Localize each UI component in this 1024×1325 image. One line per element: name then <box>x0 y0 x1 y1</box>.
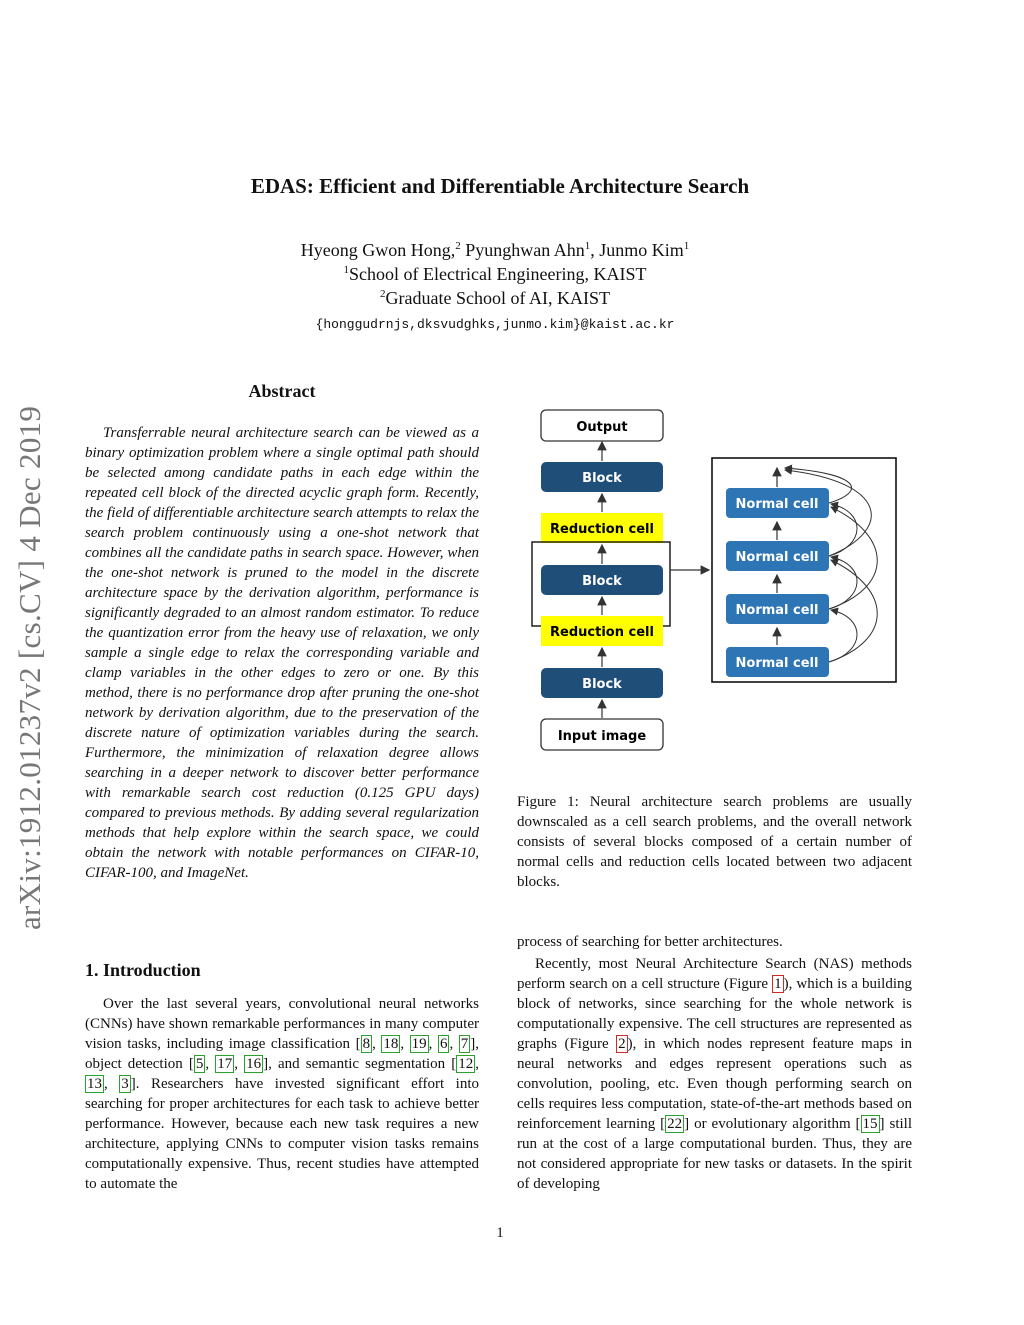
normal-cell-label: Normal cell <box>735 603 819 618</box>
normal-cell-label: Normal cell <box>735 656 819 671</box>
figure-1-diagram <box>515 400 915 760</box>
citation-link[interactable]: 12 <box>458 1056 474 1072</box>
affiliation-1: $^1$School of Electrical Engineering, KAIST <box>343 264 647 284</box>
normal-cell-label: Normal cell <box>735 550 819 565</box>
intro-paragraph-2: Recently, most Neural Architecture Search (NAS) methods perform search on a cell structure (Figure 1 ), which is a building block of networks, since searching for the whole network is computationally expensive. The cell structures are represented as graphs (Figure 2 ), in which nodes represent feature maps in neural networks and edges represent operations such as convolution, pooling, etc. Even though performing search on cells requires less computation, state-of-the-art methods based on reinforcement learning [ 22 ] or evolutionary algorithm [ 15 ] still run at the cost of a large computational burden. Thus, they are not considered appropriate for new tasks or datasets. In the spirit of developing <box>517 956 912 1192</box>
figure-link[interactable]: 2 <box>618 1036 626 1052</box>
normal-cell-label: Normal cell <box>735 497 819 512</box>
abstract-text: Transferrable neural architecture search can be viewed as a binary optimization problem where a single optimal path should be selected among candidate paths in each edge within the repeated cell block of the directed acyclic graph form. Recently, the field of differentiable architecture search attempts to relax the search problem continuously using a one-shot network that combines all the candidate paths in search space. However, when the one-shot network is pruned to the model in the discrete architecture space by the derivation algorithm, performance is significantly degraded to an almost random estimator. To reduce the quantization error from the heavy use of relaxation, we only sample a single edge to relax the corresponding variable and clamp variables in the other edges to zero or one. By this method, there is no performance drop after pruning the one-shot network by derivation algorithm, due to the preservation of the discrete nature of optimization variables during the search. Furthermore, the minimization of relaxation degree allows searching in a deeper network to discover better performance with remarkable search cost reduction (0.125 GPU days) compared to previous methods. By adding several regularization methods that help explore within the search space, we could obtain the network with notable performances on CIFAR-10, CIFAR-100, and ImageNet. <box>85 425 479 881</box>
reduction-cell-label: Reduction cell <box>550 522 654 537</box>
citation-link[interactable]: 15 <box>862 1116 878 1132</box>
block-label: Block <box>582 677 622 692</box>
block-label: Block <box>582 471 622 486</box>
figure-1-caption: Figure 1: Neural architecture search problems are usually downscaled as a cell search problems, and the overall network consists of several blocks composed of a certain number of normal cells and reduction cells located between two adjacent blocks. <box>517 794 912 890</box>
citation-link[interactable]: 22 <box>667 1116 683 1132</box>
citation-link[interactable]: 6 <box>439 1036 448 1052</box>
citation-link[interactable]: 7 <box>460 1036 469 1052</box>
block-label: Block <box>582 574 622 589</box>
citation-link[interactable]: 3 <box>121 1076 129 1092</box>
figure-link[interactable]: 1 <box>774 976 782 992</box>
abstract-heading: Abstract <box>248 381 316 401</box>
reduction-cell-label: Reduction cell <box>550 625 654 640</box>
output-label: Output <box>576 420 628 435</box>
input-image-label: Input image <box>557 729 647 744</box>
citation-link[interactable]: 19 <box>411 1036 427 1052</box>
citation-link[interactable]: 16 <box>246 1056 262 1072</box>
citation-link[interactable]: 17 <box>217 1056 233 1072</box>
author-list: Hyeong Gwon Hong,$^2$ Pyunghwan Ahn$^1$, Junmo Kim$^1$ <box>300 240 690 260</box>
citation-link[interactable]: 13 <box>87 1076 102 1092</box>
affiliation-2: $^2$Graduate School of AI, KAIST <box>380 288 610 308</box>
page-number: 1 <box>496 1225 504 1241</box>
arxiv-identifier: arXiv:1912.01237v2 [cs.CV] 4 Dec 2019 <box>12 405 47 930</box>
paper-title: EDAS: Efficient and Differentiable Architecture Search <box>250 174 750 198</box>
citation-link[interactable]: 8 <box>362 1036 371 1052</box>
section-heading-introduction: 1. Introduction <box>85 960 201 980</box>
intro-paragraph-1: Over the last several years, convolutional neural networks (CNNs) have shown remarkable performances in many computer vision tasks, including image classification [ 8 , 18 , 19 , 6 , 7 ], object detection [ 5 , 17 , 16 ], and semantic segmentation [ 12 , 13 , 3 ]. Researchers have invested significant effort into searching for proper architectures for each task to achieve better performance. However, because each new task requires a new architecture, applying CNNs to computer vision tasks remains computationally expensive. Thus, recent studies have attempted to automate the <box>85 996 480 1192</box>
author-email: {honggudrnjs,dksvudghks,junmo.kim}@kaist.ac.kr <box>315 317 675 332</box>
citation-link[interactable]: 18 <box>383 1036 399 1052</box>
citation-link[interactable]: 5 <box>195 1056 204 1072</box>
intro-paragraph-col2-continued: process of searching for better architectures. <box>517 934 783 950</box>
